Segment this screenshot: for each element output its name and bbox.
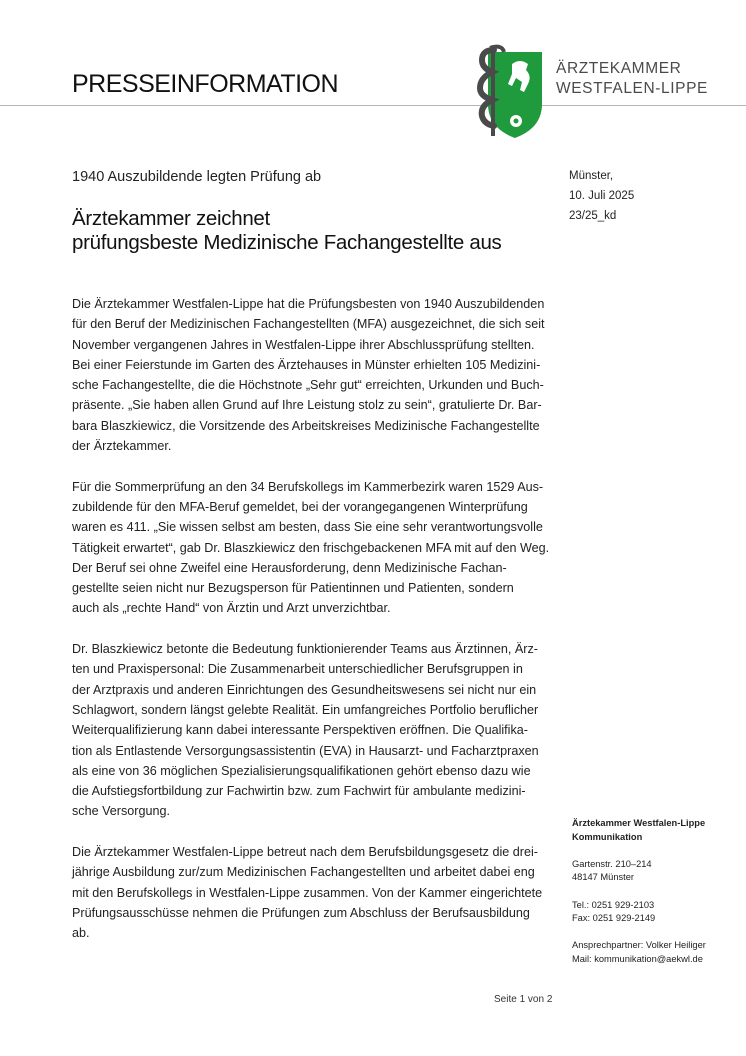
paragraph-line: jährige Ausbildung zur/zum Medizinischen Fachangestellten und arbeitet dabei eng <box>72 865 535 880</box>
paragraph <box>72 842 562 943</box>
paragraph-line: Für die Sommerprüfung an den 34 Berufskollegs im Kammerbezirk waren 1529 Aus- <box>72 479 544 494</box>
paragraph-line: sche Versorgung. <box>72 804 171 819</box>
paragraph-line: der Arztpraxis und anderen Einrichtungen des Gesundheitswesens sei nicht nur ein <box>72 682 537 697</box>
body-text <box>72 294 562 964</box>
paragraph-line: bara Blaszkiewicz, die Vorsitzende des Arbeitskreises Medizinische Fachangestellte <box>72 418 540 433</box>
headline-line: prüfungsbeste Medizinische Fachangestellte aus <box>72 231 502 254</box>
paragraph-line: Weiterqualifizierung kann dabei interessante Perspektiven eröffnen. Die Qualifika- <box>72 723 528 738</box>
contact-org: Ärztekammer Westfalen-Lippe <box>572 818 706 828</box>
aekwl-logo-icon <box>472 44 548 140</box>
subtitle: 1940 Auszubildende legten Prüfung ab <box>72 169 322 185</box>
paragraph-line: Die Ärztekammer Westfalen-Lippe betreut nach dem Berufsbildungsgesetz die drei- <box>72 845 538 860</box>
contact-dept: Kommunikation <box>572 831 643 842</box>
paragraph-line: Schlagwort, sondern längst gelebte Realität. Ein umfangreiches Portfolio beruflicher <box>72 702 539 717</box>
paragraph <box>72 639 562 822</box>
org-line-1: ÄRZTEKAMMER <box>556 60 682 77</box>
contact-person: Ansprechpartner: Volker Heiliger <box>572 940 706 951</box>
paragraph-line: auch als „rechte Hand“ von Ärztin und Arzt unverzichtbar. <box>72 601 391 616</box>
header-divider <box>0 105 746 106</box>
contact-fax: Fax: 0251 929-2149 <box>572 913 656 924</box>
org-line-2: WESTFALEN-LIPPE <box>556 80 708 97</box>
headline-line: Ärztekammer zeichnet <box>72 207 270 230</box>
paragraph <box>72 477 562 619</box>
paragraph-line: waren es 411. „Sie wissen selbst am besten, dass Sie eine sehr verantwortungsvolle <box>72 520 543 535</box>
paragraph-line: Dr. Blaszkiewicz betonte die Bedeutung funktionierender Teams aus Ärztinnen, Ärz- <box>72 642 538 657</box>
paragraph-line: als eine von 36 möglichen Spezialisierungsqualifikationen gehört ebenso dazu wie <box>72 763 531 778</box>
paragraph-line: die Aufstiegsfortbildung zur Fachwirtin bzw. zum Fachwirt für ambulante medizini- <box>72 784 526 799</box>
organization-name <box>556 59 708 99</box>
paragraph-line: der Ärztekammer. <box>72 439 172 454</box>
contact-mail[interactable]: Mail: kommunikation@aekwl.de <box>572 953 703 964</box>
paragraph-line: November vergangenen Jahres in Westfalen-Lippe ihrer Abschlussprüfung stellten. <box>72 337 535 352</box>
paragraph-line: Der Beruf sei ohne Zweifel eine Herausforderung, denn Medizinische Fachan- <box>72 560 507 575</box>
paragraph-line: gestellte seien nicht nur Bezugsperson für Patientinnen und Patienten, sondern <box>72 581 514 596</box>
paragraph-line: mit den Berufskollegs in Westfalen-Lippe zusammen. Von der Kammer eingerichtete <box>72 885 543 900</box>
paragraph-line: ten und Praxispersonal: Die Zusammenarbeit unterschiedlicher Berufsgruppen in <box>72 662 523 677</box>
document-title: PRESSEINFORMATION <box>72 70 339 98</box>
paragraph <box>72 294 562 456</box>
paragraph-line: präsente. „Sie haben allen Grund auf Ihre Leistung stolz zu sein“, gratulierte Dr. Bar- <box>72 398 542 413</box>
contact-tel: Tel.: 0251 929-2103 <box>572 899 655 910</box>
place: Münster, <box>569 170 614 182</box>
paragraph-line: Tätigkeit erwartet“, gab Dr. Blaszkiewicz den frischgebackenen MFA mit auf den Weg. <box>72 540 550 555</box>
date: 10. Juli 2025 <box>569 190 635 202</box>
page-number: Seite 1 von 2 <box>494 994 553 1005</box>
reference: 23/25_kd <box>569 210 617 222</box>
document-meta <box>569 170 634 230</box>
contact-block <box>572 817 706 980</box>
paragraph-line: ab. <box>72 926 90 941</box>
contact-street: Gartenstr. 210–214 <box>572 858 652 869</box>
paragraph-line: tion als Entlastende Versorgungsassistentin (EVA) in Hausarzt- und Facharztpraxen <box>72 743 539 758</box>
paragraph-line: zubildende für den MFA-Beruf gemeldet, bei der vorangegangenen Winterprüfung <box>72 499 528 514</box>
paragraph-line: Die Ärztekammer Westfalen-Lippe hat die Prüfungsbesten von 1940 Auszubildenden <box>72 297 545 311</box>
contact-city: 48147 Münster <box>572 872 635 883</box>
paragraph-line: Bei einer Feierstunde im Garten des Ärztehauses in Münster erhielten 105 Medizini- <box>72 357 541 372</box>
paragraph-line: Prüfungsausschüsse nehmen die Prüfungen zum Abschluss der Berufsausbildung <box>72 905 530 920</box>
paragraph-line: für den Beruf der Medizinischen Fachangestellten (MFA) ausgezeichnet, die sich seit <box>72 317 545 332</box>
headline <box>72 207 502 255</box>
paragraph-line: sche Fachangestellte, die die Höchstnote „Sehr gut“ erreichten, Urkunden und Buch- <box>72 378 544 393</box>
